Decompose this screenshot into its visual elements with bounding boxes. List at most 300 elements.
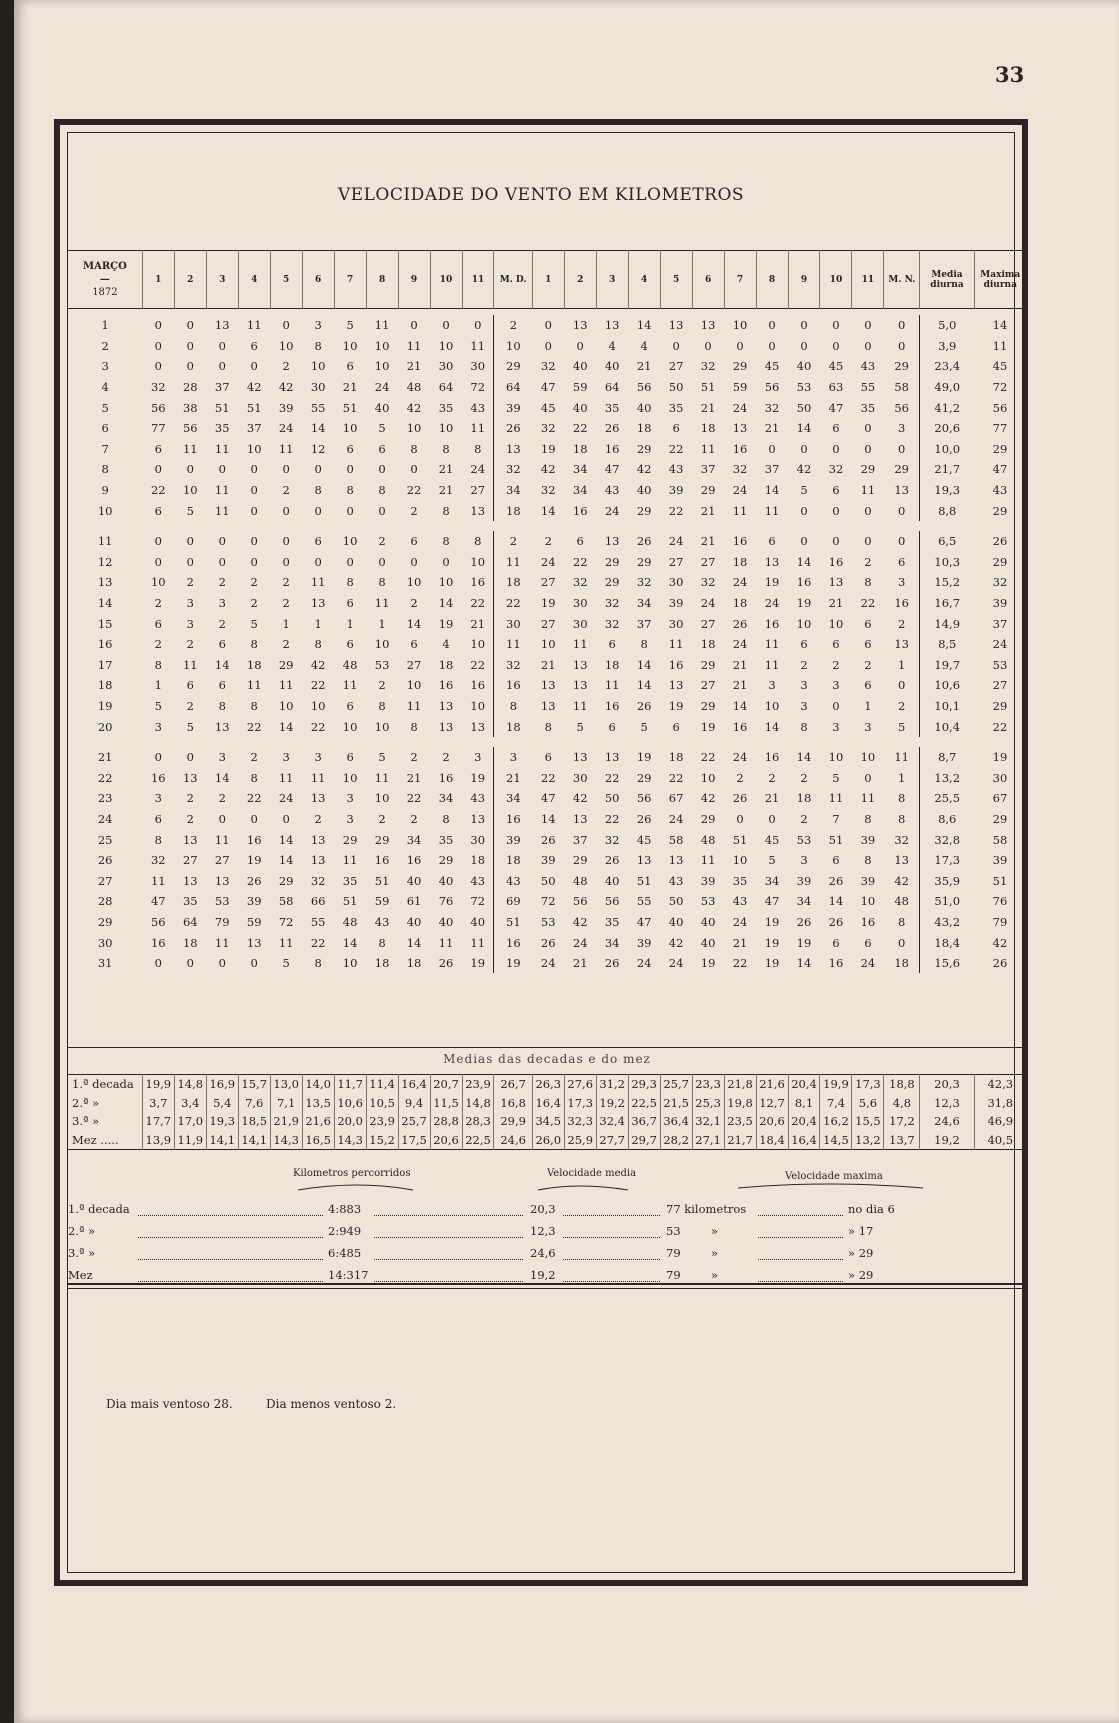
hour-value-cell: 32 bbox=[636, 575, 652, 590]
hour-value-cell: 22 bbox=[494, 593, 532, 614]
hour-value-cell: 35 bbox=[182, 894, 198, 909]
hour-value-cell: 26 bbox=[438, 956, 454, 971]
decade-gap-cell bbox=[68, 521, 1026, 531]
maxima-cell: 14 bbox=[992, 318, 1008, 333]
day-cell: 5 bbox=[101, 400, 109, 415]
hour-value-cell: 24 bbox=[668, 811, 684, 826]
hour-value-cell: 6 bbox=[250, 338, 258, 353]
hour-value-cell: 2 bbox=[410, 811, 418, 826]
hour-value-cell: 10 bbox=[540, 637, 556, 652]
hour-value-cell: 47 bbox=[540, 380, 556, 395]
hour-value-cell: 55 bbox=[860, 380, 876, 395]
hour-value-cell: 14 bbox=[278, 832, 294, 847]
media-cell: 8,5 bbox=[920, 634, 974, 655]
hour-value-cell: 19 bbox=[636, 750, 652, 765]
hour-value-cell: 22 bbox=[572, 421, 588, 436]
hour-value-cell: 0 bbox=[186, 462, 194, 477]
hour-value-cell: 39 bbox=[636, 935, 652, 950]
hour-value-cell: 29 bbox=[438, 853, 454, 868]
hour-value-cell: 77 bbox=[150, 421, 166, 436]
decade-gap-cell bbox=[68, 737, 1026, 747]
hour-value-cell: 4 bbox=[640, 338, 648, 353]
hour-value-cell: 26 bbox=[732, 791, 748, 806]
media-cell: 19,3 bbox=[920, 480, 974, 501]
decade-value: 46,9 bbox=[987, 1114, 1014, 1129]
hour-value-cell: 11 bbox=[182, 441, 198, 456]
hour-value-cell: 50 bbox=[540, 873, 556, 888]
hour-value-cell: 11 bbox=[764, 657, 780, 672]
hour-value-cell: 16 bbox=[732, 441, 748, 456]
hour-value-cell: 11 bbox=[150, 873, 166, 888]
hour-value-cell: 10 bbox=[470, 698, 486, 713]
day-cell: 19 bbox=[97, 698, 113, 713]
hour-value-cell: 22 bbox=[604, 770, 620, 785]
hour-value-cell: 1 bbox=[282, 616, 290, 631]
hour-value-cell: 39 bbox=[668, 483, 684, 498]
hour-header: 6 bbox=[692, 251, 724, 309]
hour-value-cell: 32 bbox=[540, 483, 556, 498]
hour-value-cell: 16 bbox=[668, 657, 684, 672]
hour-value-cell: 5 bbox=[186, 503, 194, 518]
hour-value-cell: 0 bbox=[898, 503, 906, 518]
hour-value-cell: 2 bbox=[800, 770, 808, 785]
hour-value-cell: 0 bbox=[282, 534, 290, 549]
md-header: M. D. bbox=[494, 251, 532, 309]
hour-value-cell: 14 bbox=[796, 750, 812, 765]
hour-value-cell: 21 bbox=[406, 770, 422, 785]
hour-value-cell: 27 bbox=[668, 554, 684, 569]
maxima-cell: 45 bbox=[992, 359, 1008, 374]
maxima-cell: 30 bbox=[992, 770, 1008, 785]
media-cell: 25,5 bbox=[920, 788, 974, 809]
hour-value-cell: 56 bbox=[604, 894, 620, 909]
hour-value-cell: 11 bbox=[470, 935, 486, 950]
hour-value-cell: 11 bbox=[246, 318, 262, 333]
hour-value-cell: 11 bbox=[374, 318, 390, 333]
summary-row bbox=[68, 1246, 1026, 1268]
hour-value-cell: 32 bbox=[764, 400, 780, 415]
hour-value-cell: 8 bbox=[442, 811, 450, 826]
hour-value-cell: 13 bbox=[182, 770, 198, 785]
hour-value-cell: 14 bbox=[636, 657, 652, 672]
decade-value: 18,8 bbox=[884, 1075, 920, 1094]
hour-value-cell: 0 bbox=[186, 750, 194, 765]
hour-value-cell: 29 bbox=[494, 356, 532, 377]
decade-value: 31,2 bbox=[596, 1075, 628, 1094]
hour-value-cell: 0 bbox=[154, 462, 162, 477]
hour-value-cell: 22 bbox=[470, 596, 486, 611]
decade-value: 22,5 bbox=[628, 1094, 660, 1113]
maxima-cell: 56 bbox=[992, 400, 1008, 415]
hour-value-cell: 24 bbox=[860, 956, 876, 971]
hour-value-cell: 22 bbox=[150, 483, 166, 498]
hour-value-cell: 2 bbox=[378, 811, 386, 826]
hour-value-cell: 13 bbox=[828, 575, 844, 590]
hour-value-cell: 5 bbox=[250, 616, 258, 631]
hour-value-cell: 24 bbox=[636, 956, 652, 971]
hour-value-cell: 47 bbox=[150, 894, 166, 909]
media-cell: 15,6 bbox=[920, 953, 974, 974]
hour-value-cell: 10 bbox=[470, 637, 486, 652]
day-cell: 23 bbox=[97, 791, 113, 806]
hour-value-cell: 40 bbox=[406, 873, 422, 888]
decade-value: 15,2 bbox=[366, 1131, 398, 1150]
hour-value-cell: 32 bbox=[572, 575, 588, 590]
hour-value-cell: 16 bbox=[246, 832, 262, 847]
hour-value-cell: 47 bbox=[764, 894, 780, 909]
media-cell: 41,2 bbox=[920, 397, 974, 418]
hour-value-cell: 10 bbox=[150, 575, 166, 590]
hour-value-cell: 29 bbox=[860, 462, 876, 477]
decade-label: Mez ..... bbox=[68, 1131, 142, 1150]
hour-value-cell: 14 bbox=[310, 421, 326, 436]
decade-value: 3,4 bbox=[174, 1094, 206, 1113]
media-cell: 15,2 bbox=[920, 572, 974, 593]
hour-value-cell: 13 bbox=[764, 554, 780, 569]
maxima-diurna-line: diurna bbox=[983, 279, 1017, 290]
day-cell: 24 bbox=[97, 811, 113, 826]
decade-value: 9,4 bbox=[398, 1094, 430, 1113]
hour-value-cell: 22 bbox=[310, 719, 326, 734]
decade-value: 23,9 bbox=[366, 1112, 398, 1131]
maxima-cell: 22 bbox=[992, 719, 1008, 734]
media-cell: 10,1 bbox=[920, 696, 974, 717]
hour-value-cell: 6 bbox=[346, 698, 354, 713]
media-cell: 10,6 bbox=[920, 675, 974, 696]
hour-value-cell: 0 bbox=[346, 503, 354, 518]
hour-value-cell: 69 bbox=[494, 891, 532, 912]
hour-value-cell: 27 bbox=[668, 359, 684, 374]
hour-value-cell: 2 bbox=[218, 791, 226, 806]
hour-header: 7 bbox=[334, 251, 366, 309]
hour-value-cell: 53 bbox=[374, 657, 390, 672]
hour-header: 3 bbox=[596, 251, 628, 309]
hour-value-cell: 72 bbox=[540, 894, 556, 909]
hour-value-cell: 2 bbox=[410, 750, 418, 765]
hour-value-cell: 39 bbox=[540, 853, 556, 868]
hour-value-cell: 28 bbox=[182, 380, 198, 395]
media-cell: 16,7 bbox=[920, 593, 974, 614]
decade-value: 20,4 bbox=[788, 1075, 820, 1094]
dot-leader bbox=[374, 1281, 523, 1282]
summary-media: 24,6 bbox=[530, 1246, 556, 1260]
hour-value-cell: 48 bbox=[406, 380, 422, 395]
hour-value-cell: 0 bbox=[250, 811, 258, 826]
hour-value-cell: 6 bbox=[832, 637, 840, 652]
hour-value-cell: 22 bbox=[246, 791, 262, 806]
hour-value-cell: 35 bbox=[438, 832, 454, 847]
hour-value-cell: 22 bbox=[540, 770, 556, 785]
day-cell: 8 bbox=[101, 462, 109, 477]
hour-value-cell: 21 bbox=[732, 657, 748, 672]
hour-value-cell: 51 bbox=[342, 400, 358, 415]
hour-value-cell: 50 bbox=[796, 400, 812, 415]
hour-value-cell: 3 bbox=[314, 750, 322, 765]
decade-value: 32,1 bbox=[692, 1112, 724, 1131]
hour-value-cell: 42 bbox=[572, 791, 588, 806]
hour-value-cell: 58 bbox=[668, 832, 684, 847]
table-row bbox=[68, 439, 1026, 460]
hour-value-cell: 40 bbox=[406, 914, 422, 929]
hour-value-cell: 10 bbox=[860, 750, 876, 765]
hour-value-cell: 0 bbox=[544, 318, 552, 333]
decade-value: 29,3 bbox=[628, 1075, 660, 1094]
hour-value-cell: 24 bbox=[540, 554, 556, 569]
hour-value-cell: 11 bbox=[470, 338, 486, 353]
hour-value-cell: 10 bbox=[406, 575, 422, 590]
hour-value-cell: 42 bbox=[540, 462, 556, 477]
hour-value-cell: 2 bbox=[800, 657, 808, 672]
hour-value-cell: 39 bbox=[860, 832, 876, 847]
hour-value-cell: 19 bbox=[668, 698, 684, 713]
summary-bottom-rule bbox=[68, 1283, 1026, 1285]
hour-value-cell: 50 bbox=[604, 791, 620, 806]
hour-header: 11 bbox=[852, 251, 884, 309]
table-row bbox=[68, 870, 1026, 891]
table-row bbox=[68, 593, 1026, 614]
maxima-cell: 39 bbox=[992, 596, 1008, 611]
hour-value-cell: 0 bbox=[250, 359, 258, 374]
media-cell: 14,9 bbox=[920, 613, 974, 634]
hour-header: 9 bbox=[398, 251, 430, 309]
hour-value-cell: 21 bbox=[732, 935, 748, 950]
hour-value-cell: 21 bbox=[406, 359, 422, 374]
hour-value-cell: 14 bbox=[278, 719, 294, 734]
decade-value: 21,9 bbox=[270, 1112, 302, 1131]
hour-value-cell: 40 bbox=[796, 359, 812, 374]
hour-value-cell: 29 bbox=[604, 575, 620, 590]
hour-value-cell: 30 bbox=[572, 616, 588, 631]
table-row bbox=[68, 953, 1026, 974]
hour-value-cell: 0 bbox=[314, 503, 322, 518]
hour-value-cell: 40 bbox=[604, 359, 620, 374]
hour-value-cell: 29 bbox=[894, 359, 909, 374]
hour-value-cell: 26 bbox=[246, 873, 262, 888]
hour-value-cell: 3 bbox=[474, 750, 482, 765]
hour-value-cell: 32 bbox=[540, 421, 556, 436]
hour-value-cell: 22 bbox=[310, 935, 326, 950]
hour-value-cell: 2 bbox=[250, 575, 258, 590]
hour-value-cell: 0 bbox=[218, 338, 226, 353]
decade-value: 21,7 bbox=[724, 1131, 756, 1150]
hour-value-cell: 13 bbox=[604, 750, 620, 765]
velocidade-media-header: Velocidade media bbox=[547, 1168, 637, 1179]
hour-value-cell: 29 bbox=[700, 811, 716, 826]
table-row bbox=[68, 675, 1026, 696]
hour-value-cell: 0 bbox=[864, 441, 872, 456]
hour-value-cell: 0 bbox=[410, 554, 418, 569]
media-cell: 3,9 bbox=[920, 336, 974, 357]
hour-value-cell: 29 bbox=[374, 832, 390, 847]
hour-value-cell: 56 bbox=[636, 380, 652, 395]
media-cell: 51,0 bbox=[920, 891, 974, 912]
hour-value-cell: 29 bbox=[278, 657, 294, 672]
hour-value-cell: 39 bbox=[278, 400, 294, 415]
hour-value-cell: 40 bbox=[374, 400, 390, 415]
summary-max: 53 bbox=[666, 1224, 681, 1238]
hour-value-cell: 13 bbox=[214, 719, 230, 734]
hour-value-cell: 0 bbox=[410, 318, 418, 333]
decade-value: 14,3 bbox=[334, 1131, 366, 1150]
hour-value-cell: 34 bbox=[438, 791, 454, 806]
hour-value-cell: 16 bbox=[732, 719, 748, 734]
day-cell: 2 bbox=[101, 338, 109, 353]
table-row bbox=[68, 912, 1026, 933]
hour-value-cell: 13 bbox=[572, 678, 588, 693]
media-cell: 19,7 bbox=[920, 655, 974, 676]
hour-value-cell: 11 bbox=[764, 503, 780, 518]
hour-value-cell: 26 bbox=[604, 421, 620, 436]
decade-value: 8,1 bbox=[788, 1094, 820, 1113]
hour-value-cell: 18 bbox=[732, 554, 748, 569]
velocidade-maxima-header: Velocidade maxima bbox=[785, 1171, 883, 1182]
hour-value-cell: 5 bbox=[186, 719, 194, 734]
hour-value-cell: 19 bbox=[700, 719, 716, 734]
hour-value-cell: 8 bbox=[378, 483, 386, 498]
hour-value-cell: 42 bbox=[246, 380, 262, 395]
hour-header: 8 bbox=[756, 251, 788, 309]
hour-value-cell: 22 bbox=[668, 441, 684, 456]
hour-value-cell: 2 bbox=[410, 503, 418, 518]
hour-value-cell: 0 bbox=[314, 554, 322, 569]
hour-value-cell: 0 bbox=[768, 811, 776, 826]
decade-value: 5,6 bbox=[852, 1094, 884, 1113]
hour-value-cell: 21 bbox=[572, 956, 588, 971]
hour-value-cell: 10 bbox=[278, 338, 294, 353]
decade-value: 18,4 bbox=[756, 1131, 788, 1150]
km-percorridos-header: Kilometros percorridos bbox=[293, 1168, 411, 1179]
decade-value: 17,2 bbox=[884, 1112, 920, 1131]
hour-value-cell: 6 bbox=[832, 935, 840, 950]
maxima-cell: 51 bbox=[992, 873, 1008, 888]
brace-media bbox=[538, 1186, 628, 1190]
hour-value-cell: 51 bbox=[732, 832, 748, 847]
hour-value-cell: 0 bbox=[864, 770, 872, 785]
hour-value-cell: 6 bbox=[346, 750, 354, 765]
hour-value-cell: 26 bbox=[796, 914, 812, 929]
hour-value-cell: 18 bbox=[494, 572, 532, 593]
hour-value-cell: 51 bbox=[342, 894, 358, 909]
hour-value-cell: 3 bbox=[282, 750, 290, 765]
hour-value-cell: 11 bbox=[278, 441, 294, 456]
hour-value-cell: 8 bbox=[442, 503, 450, 518]
hour-value-cell: 6 bbox=[576, 534, 584, 549]
hour-value-cell: 32 bbox=[310, 873, 326, 888]
decade-value: 26,0 bbox=[532, 1131, 564, 1150]
hour-value-cell: 6 bbox=[800, 637, 808, 652]
hour-value-cell: 24 bbox=[278, 791, 294, 806]
hour-value-cell: 10 bbox=[342, 421, 358, 436]
hour-value-cell: 8 bbox=[544, 719, 552, 734]
hour-value-cell: 0 bbox=[736, 811, 744, 826]
hour-header: 1 bbox=[532, 251, 564, 309]
hour-value-cell: 0 bbox=[154, 318, 162, 333]
table-row bbox=[68, 552, 1026, 573]
hour-value-cell: 16 bbox=[572, 503, 588, 518]
maxima-cell: 26 bbox=[992, 534, 1008, 549]
decade-value: 36,7 bbox=[628, 1112, 660, 1131]
dot-leader bbox=[563, 1237, 660, 1238]
media-cell: 43,2 bbox=[920, 912, 974, 933]
hour-value-cell: 8 bbox=[474, 534, 482, 549]
summary-bottom-rule-2 bbox=[68, 1288, 1026, 1289]
hour-value-cell: 6 bbox=[154, 811, 162, 826]
hour-value-cell: 14 bbox=[764, 483, 780, 498]
hour-value-cell: 59 bbox=[572, 380, 588, 395]
hour-value-cell: 79 bbox=[214, 914, 230, 929]
hour-value-cell: 21 bbox=[700, 400, 716, 415]
hour-value-cell: 16 bbox=[894, 596, 909, 611]
hour-value-cell: 10 bbox=[342, 770, 358, 785]
hour-value-cell: 11 bbox=[214, 935, 230, 950]
hour-value-cell: 14 bbox=[540, 503, 556, 518]
hour-value-cell: 14 bbox=[796, 421, 812, 436]
hour-value-cell: 13 bbox=[214, 873, 230, 888]
decade-value: 13,5 bbox=[302, 1094, 334, 1113]
hour-value-cell: 3 bbox=[800, 678, 808, 693]
hour-value-cell: 8 bbox=[378, 698, 386, 713]
decade-value: 27,7 bbox=[596, 1131, 628, 1150]
hour-value-cell: 30 bbox=[668, 575, 684, 590]
day-cell: 28 bbox=[97, 894, 113, 909]
decade-value: 15,5 bbox=[852, 1112, 884, 1131]
hour-value-cell: 11 bbox=[214, 483, 230, 498]
hour-value-cell: 21 bbox=[470, 616, 486, 631]
hour-value-cell: 39 bbox=[494, 829, 532, 850]
hour-value-cell: 3 bbox=[768, 678, 776, 693]
decade-value: 16,4 bbox=[398, 1075, 430, 1094]
hour-value-cell: 21 bbox=[342, 380, 358, 395]
hour-value-cell: 27 bbox=[700, 678, 716, 693]
hour-value-cell: 0 bbox=[250, 956, 258, 971]
decade-value: 18,5 bbox=[238, 1112, 270, 1131]
media-cell: 10,3 bbox=[920, 552, 974, 573]
dot-leader bbox=[758, 1237, 843, 1238]
hour-value-cell: 1 bbox=[346, 616, 354, 631]
hour-value-cell: 10 bbox=[438, 421, 454, 436]
hour-value-cell: 0 bbox=[768, 318, 776, 333]
hour-value-cell: 13 bbox=[540, 678, 556, 693]
decade-value: 17,0 bbox=[174, 1112, 206, 1131]
hour-value-cell: 2 bbox=[736, 770, 744, 785]
hour-value-cell: 11 bbox=[374, 596, 390, 611]
decade-row bbox=[68, 1075, 1026, 1094]
hour-value-cell: 22 bbox=[860, 596, 876, 611]
hour-value-cell: 10 bbox=[374, 719, 390, 734]
hour-value-cell: 18 bbox=[494, 500, 532, 521]
hour-value-cell: 13 bbox=[540, 698, 556, 713]
decade-value: 25,3 bbox=[692, 1094, 724, 1113]
media-diurna-line: Media bbox=[931, 269, 963, 280]
hour-value-cell: 3 bbox=[864, 719, 872, 734]
hour-value-cell: 18 bbox=[438, 657, 454, 672]
hour-value-cell: 2 bbox=[282, 483, 290, 498]
maxima-cell: 29 bbox=[992, 698, 1008, 713]
day-cell: 10 bbox=[97, 503, 113, 518]
hour-value-cell: 8 bbox=[494, 696, 532, 717]
hour-value-cell: 0 bbox=[736, 338, 744, 353]
page bbox=[14, 0, 1119, 1723]
hour-value-cell: 2 bbox=[186, 791, 194, 806]
hour-value-cell: 3 bbox=[832, 678, 840, 693]
media-cell: 8,6 bbox=[920, 809, 974, 830]
hour-value-cell: 13 bbox=[438, 698, 454, 713]
hour-value-cell: 19 bbox=[470, 770, 486, 785]
hour-value-cell: 2 bbox=[282, 596, 290, 611]
month-label: MARÇO bbox=[83, 261, 127, 272]
hour-value-cell: 2 bbox=[410, 596, 418, 611]
hour-value-cell: 11 bbox=[668, 637, 684, 652]
